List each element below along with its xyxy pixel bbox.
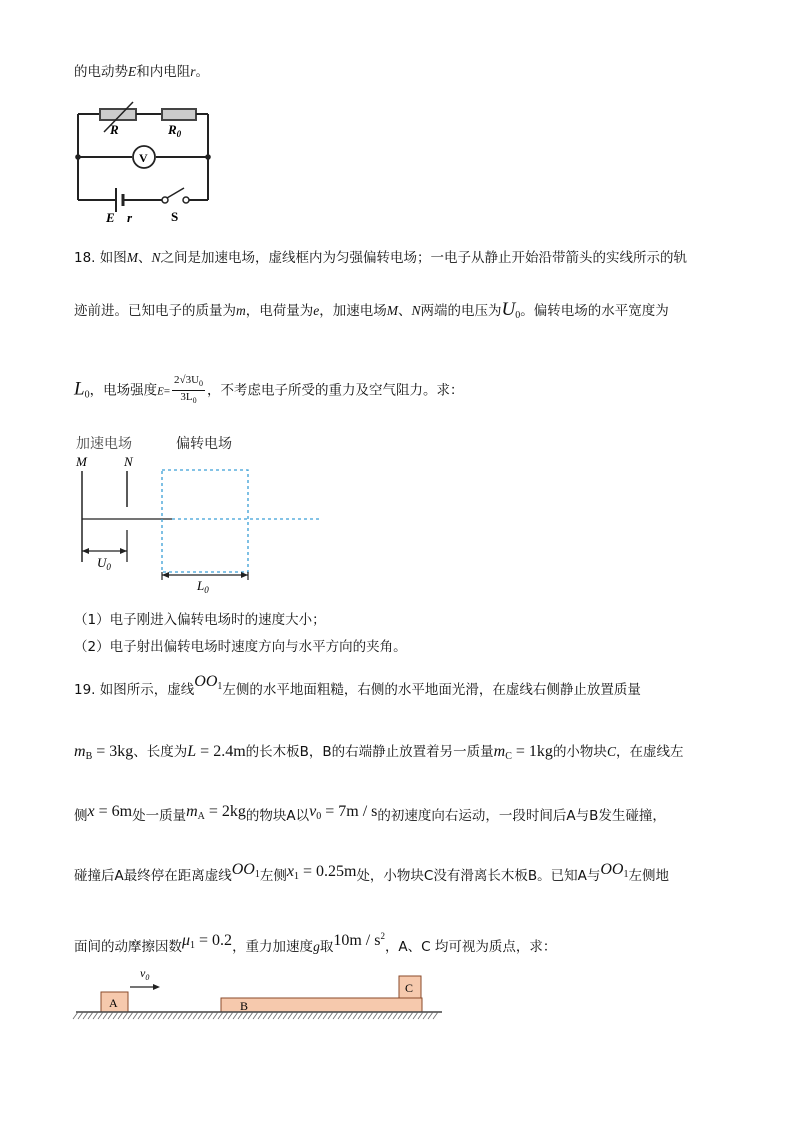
subscript: 1 — [623, 869, 629, 880]
ground-hatch — [383, 1012, 388, 1019]
symbol-OO: OO — [231, 861, 255, 878]
ground-hatch — [358, 1012, 363, 1019]
ground-hatch — [303, 1012, 308, 1019]
value: = 0.2 — [195, 932, 233, 949]
symbol-m: m — [493, 743, 506, 760]
symbol-U: U — [501, 299, 516, 320]
text: 碰撞后A最终停在距离虚线 — [74, 868, 232, 884]
value: = 2.4m — [196, 743, 246, 760]
ground-hatch — [93, 1012, 98, 1019]
ground-hatch — [398, 1012, 403, 1019]
ground-hatch — [218, 1012, 223, 1019]
symbol-m: m — [236, 303, 246, 318]
superscript: 2 — [380, 931, 385, 941]
ground-hatch — [223, 1012, 228, 1019]
subscript: 1 — [217, 681, 223, 692]
ground-hatch — [133, 1012, 138, 1019]
ground-hatch — [233, 1012, 238, 1019]
ground-hatch — [148, 1012, 153, 1019]
symbol-OO: OO — [600, 861, 624, 878]
text: 的初速度向右运动，一段时间后A与B发生碰撞， — [377, 808, 666, 824]
ground-hatch — [103, 1012, 108, 1019]
q18-line-2 — [74, 300, 669, 326]
text: 、长度为 — [133, 744, 188, 760]
label-r: r — [127, 210, 133, 225]
text: ，在虚线左 — [615, 744, 684, 760]
text: 处，小物块C没有滑离长木板B。已知A与 — [356, 868, 601, 884]
symbol-x: x — [286, 863, 294, 880]
ground-hatch — [308, 1012, 313, 1019]
ground-hatch — [363, 1012, 368, 1019]
ground-hatch — [283, 1012, 288, 1019]
ground-hatch — [198, 1012, 203, 1019]
circuit-diagram — [70, 100, 220, 225]
ground-hatch — [313, 1012, 318, 1019]
ground-hatch — [118, 1012, 123, 1019]
ground-hatch — [168, 1012, 173, 1019]
ground-hatch — [298, 1012, 303, 1019]
ground-hatch — [193, 1012, 198, 1019]
text: ，电场强度 — [89, 382, 158, 399]
denominator: 3L — [180, 391, 193, 403]
ground-hatch — [418, 1012, 423, 1019]
ground-hatch — [413, 1012, 418, 1019]
q18-line-1 — [74, 248, 687, 268]
text: 处一质量 — [132, 808, 187, 824]
text: ，A、C 均可视为质点，求： — [384, 939, 557, 955]
text: 之间是加速电场，虚线框内为匀强偏转电场；一电子从静止开始沿带箭头的实线所示的轨 — [160, 250, 688, 266]
ground-hatch — [88, 1012, 93, 1019]
ground-hatch — [173, 1012, 178, 1019]
label-S: S — [171, 209, 179, 224]
ground-hatch — [263, 1012, 268, 1019]
label-U0: $U_0$ — [97, 555, 111, 572]
symbol-e: e — [313, 303, 320, 318]
label-A: A — [109, 996, 118, 1010]
subscript: 0 — [192, 396, 197, 405]
text: 取 — [319, 939, 334, 955]
text: 两端的电压为 — [420, 303, 502, 319]
subscript: 0 — [515, 310, 521, 321]
text: 和内电阻 — [136, 64, 191, 80]
ground-hatch — [268, 1012, 273, 1019]
text: 19. 如图所示，虚线 — [74, 682, 195, 698]
text: ，加速电场 — [319, 303, 387, 319]
ground-hatch — [178, 1012, 183, 1019]
ground-hatch — [188, 1012, 193, 1019]
ground-hatch — [73, 1012, 78, 1019]
accel-field-title: 加速电场 — [76, 436, 132, 452]
ground-hatch — [248, 1012, 253, 1019]
subscript: 1 — [293, 871, 299, 882]
symbol-M: M — [126, 250, 139, 265]
symbol-m: m — [74, 743, 86, 760]
text: 的物块A以 — [245, 808, 310, 824]
field-fraction — [172, 374, 205, 407]
text: ，电荷量为 — [245, 303, 314, 319]
symbol-E: E — [128, 64, 137, 79]
ground-hatch — [278, 1012, 283, 1019]
ground-hatch — [158, 1012, 163, 1019]
text: 左侧 — [259, 868, 287, 884]
subscript: B — [85, 751, 93, 762]
ground-hatch — [108, 1012, 113, 1019]
ground-hatch — [273, 1012, 278, 1019]
ground-hatch — [328, 1012, 333, 1019]
ground-hatch — [78, 1012, 83, 1019]
text: 。 — [195, 64, 210, 80]
value: = 3kg — [92, 743, 134, 760]
ground-hatch — [378, 1012, 383, 1019]
symbol-v: v — [309, 803, 317, 820]
ground-hatch — [123, 1012, 128, 1019]
q19-line-1 — [74, 673, 641, 705]
ground-hatch — [333, 1012, 338, 1019]
label-C: C — [405, 981, 414, 995]
label-M: M — [76, 454, 87, 469]
label-R0: $R_0$ — [168, 122, 182, 139]
ground-hatch — [388, 1012, 393, 1019]
ground-hatch — [163, 1012, 168, 1019]
ground-hatch — [343, 1012, 348, 1019]
ground-hatch — [318, 1012, 323, 1019]
ground-hatch — [258, 1012, 263, 1019]
value: = 6m — [94, 803, 133, 820]
subscript: 0 — [316, 811, 322, 822]
symbol-E: E — [157, 385, 164, 398]
ground-hatch — [353, 1012, 358, 1019]
ground-hatch — [393, 1012, 398, 1019]
subscript: A — [197, 811, 205, 822]
text: 侧 — [74, 808, 88, 824]
label-L0: $L_0$ — [197, 578, 209, 595]
ground-hatch — [203, 1012, 208, 1019]
ground-hatch — [113, 1012, 118, 1019]
q19-line-4 — [74, 861, 669, 891]
accel-deflect-figure — [72, 430, 342, 600]
ground-hatch — [368, 1012, 373, 1019]
q19-line-3 — [74, 803, 666, 831]
ground-hatch — [143, 1012, 148, 1019]
q18-sub-1: （1）电子刚进入偏转电场时的速度大小； — [74, 612, 326, 628]
ground-hatch — [403, 1012, 408, 1019]
ground-hatch — [408, 1012, 413, 1019]
symbol-L: L — [74, 378, 85, 400]
text: ，重力加速度 — [232, 939, 314, 955]
symbol-r: r — [190, 64, 196, 79]
value: = 0.25m — [298, 863, 357, 880]
text: 面间的动摩擦因数 — [74, 939, 182, 955]
ground-hatch — [213, 1012, 218, 1019]
q19-line-2 — [74, 742, 683, 767]
q19-line-5 — [74, 932, 556, 962]
symbol-m: m — [186, 803, 198, 820]
symbol-N: N — [151, 250, 161, 265]
text: 、 — [138, 250, 152, 266]
value: = 1kg — [511, 743, 553, 760]
subscript: 0 — [199, 379, 204, 388]
text: 、 — [398, 303, 412, 319]
text: ，不考虑电子所受的重力及空气阻力。求： — [207, 382, 464, 399]
ground-hatch — [243, 1012, 248, 1019]
ground-hatch — [288, 1012, 293, 1019]
ground-hatch — [83, 1012, 88, 1019]
q18-sub-2: （2）电子射出偏转电场时速度方向与水平方向的夹角。 — [74, 639, 407, 655]
ground-hatch — [293, 1012, 298, 1019]
label-N: N — [124, 454, 133, 469]
ground-hatch — [238, 1012, 243, 1019]
symbol-x: x — [87, 803, 95, 820]
text: 18. 如图 — [74, 250, 127, 266]
text: 左侧的水平地面粗糙，右侧的水平地面光滑，在虚线右侧静止放置质量 — [222, 682, 641, 698]
ground-hatch — [138, 1012, 143, 1019]
subscript: 1 — [190, 940, 196, 951]
equals: = — [163, 385, 171, 398]
text: 迹前进。已知电子的质量为 — [74, 303, 236, 319]
value: = 2kg — [204, 803, 246, 820]
symbol-mu: μ — [182, 932, 191, 949]
text: 的长木板B，B的右端静止放置着另一质量 — [245, 744, 494, 760]
label-R: R — [110, 122, 119, 137]
ground-hatch — [253, 1012, 258, 1019]
board-B — [221, 998, 422, 1012]
ground-hatch — [423, 1012, 428, 1019]
symbol-M: M — [386, 303, 398, 318]
ground-hatch — [433, 1012, 438, 1019]
symbol-OO: OO — [194, 673, 218, 690]
ground-hatch — [128, 1012, 133, 1019]
ground-hatch — [98, 1012, 103, 1019]
subscript: 0 — [84, 389, 90, 401]
subscript: C — [505, 751, 512, 762]
ground-hatch — [338, 1012, 343, 1019]
label-B: B — [240, 999, 249, 1013]
blocks-figure — [74, 965, 444, 1025]
value: 10m / s — [333, 932, 381, 949]
ground-hatch — [208, 1012, 213, 1019]
ground-hatch — [428, 1012, 433, 1019]
ground-hatch — [183, 1012, 188, 1019]
text: 。偏转电场的水平宽度为 — [520, 303, 669, 319]
text: 的小物块 — [552, 744, 607, 760]
voltmeter-label: V — [139, 151, 148, 165]
text: 左侧地 — [628, 868, 669, 884]
symbol-C: C — [606, 744, 616, 759]
ground-hatch — [373, 1012, 378, 1019]
label-v0: $v_0$ — [140, 966, 150, 982]
numerator: 2√3U — [174, 374, 200, 386]
value: = 7m / s — [321, 803, 378, 820]
symbol-g: g — [313, 939, 320, 954]
ground-hatch — [348, 1012, 353, 1019]
text: 的电动势 — [74, 64, 128, 80]
symbol-N: N — [411, 303, 421, 318]
ground-hatch — [323, 1012, 328, 1019]
q18-line-3 — [74, 374, 464, 411]
ground-hatch — [228, 1012, 233, 1019]
deflect-field-title: 偏转电场 — [176, 436, 232, 452]
symbol-L: L — [187, 743, 197, 760]
ground-hatch — [153, 1012, 158, 1019]
label-E: E — [106, 210, 115, 225]
subscript: 1 — [254, 869, 260, 880]
intro-line — [74, 62, 209, 82]
